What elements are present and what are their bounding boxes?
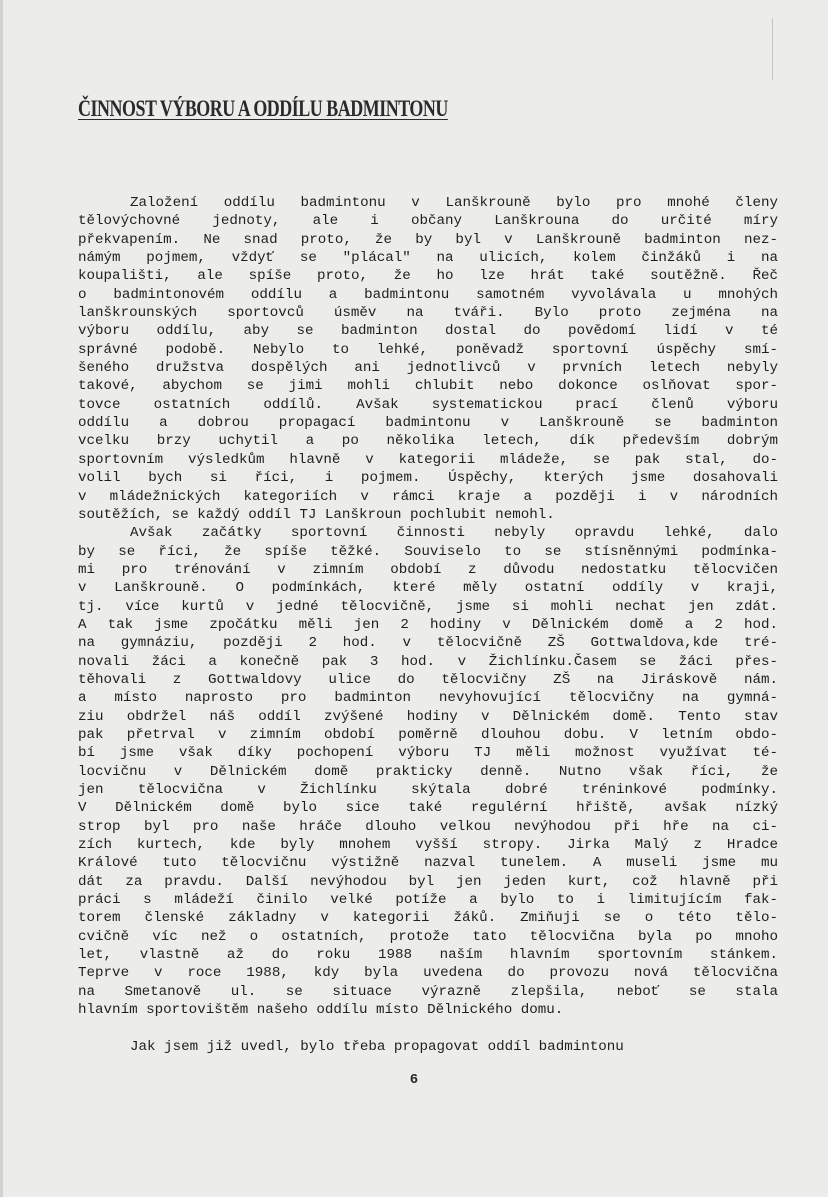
page-number: 6 <box>409 1072 419 1088</box>
text-line: dát za pravdu. Další nevýhodou byl jen jeden kurt, což hlavně při <box>78 873 778 890</box>
paragraph-gap <box>78 1019 778 1037</box>
text-line: Jak jsem již uvedl, bylo třeba propagovat oddíl badmintonu <box>130 1038 624 1055</box>
text-line: koupališti, ale spíše proto, že ho lze hrát také soutěžně. Řeč <box>78 268 778 285</box>
text-line: by se říci, že spíše těžké. Souviselo to se stísněnnými podmínka- <box>78 543 778 560</box>
text-line: v mládežnických kategoriích v rámci kraje a později i v národních <box>78 488 778 505</box>
text-line: tělovýchovné jednoty, ale i občany Lanškrouna do určité míry <box>78 213 778 230</box>
text-line: takové, abychom se jimi mohli chlubit nebo dokonce oslňovat spor- <box>78 378 778 395</box>
text-line: na gymnáziu, později 2 hod. v tělocvičně ZŠ Gottwaldova,kde tré- <box>78 635 778 652</box>
text-line: oddílu a dobrou propagací badmintonu v Lanškrouně se badminton <box>78 415 778 432</box>
scan-edge <box>0 0 3 1197</box>
scan-mark <box>772 18 773 80</box>
text-line: správné podobě. Nebylo to lehké, poněvadž sportovní úspěchy smí- <box>78 341 778 358</box>
text-line: bí jsme však díky pochopení výboru TJ měli možnost využívat té- <box>78 745 778 762</box>
text-line: tj. více kurtů v jedné tělocvičně, jsme si mohli nechat jen zdát. <box>78 598 778 615</box>
text-line: let, vlastně až do roku 1988 naším hlavním sportovním stánkem. <box>78 947 778 964</box>
text-line: A tak jsme zpočátku měli jen 2 hodiny v Dělnickém domě a 2 hod. <box>78 616 778 633</box>
text-line: volil bych si říci, i pojmem. Úspěchy, kterých jsme dosahovali <box>78 470 778 487</box>
text-line: tovce ostatních oddílů. Avšak systematickou prací členů výboru <box>78 396 778 413</box>
text-line: cvičně víc než o ostatních, protože tato tělocvična byla po mnoho <box>78 928 778 945</box>
page-title: ČINNOST VÝBORU A ODDÍLU BADMINTONU <box>78 96 448 121</box>
text-line: ziu obdržel náš oddíl zvýšené hodiny v Dělnickém domě. Tento stav <box>78 708 778 725</box>
text-line: Teprve v roce 1988, kdy byla uvedena do provozu nová tělocvična <box>78 965 778 982</box>
text-line: sportovním výsledkům hlavně v kategorii mládeže, se pak stal, do- <box>78 451 778 468</box>
text-line: šeného družstva dospělých ani jednotlivců v prvních letech nebyly <box>78 360 778 377</box>
paragraph <box>78 1038 778 1056</box>
text-line: těhovali z Gottwaldovy ulice do tělocvičny ZŠ na Jiráskově nám. <box>78 671 778 688</box>
paragraph <box>78 194 778 524</box>
text-line: výboru oddílu, aby se badminton dostal do povědomí lidí v té <box>78 323 778 340</box>
body-text <box>78 194 778 1056</box>
text-line: mi pro trénování v zimním období z důvodu nedostatku tělocvičen <box>78 561 778 578</box>
text-line: pak přetrval v zimním období poměrně dlouhou dobu. V letním obdo- <box>78 726 778 743</box>
text-line: hlavním sportovištěm našeho oddílu místo Dělnického domu. <box>78 1002 564 1019</box>
text-line: a místo naprosto pro badminton nevyhovující tělocvičny na gymná- <box>78 690 778 707</box>
text-line: vcelku brzy uchytil a po několika letech, dík především dobrým <box>78 433 778 450</box>
text-line: překvapením. Ne snad proto, že by byl v Lanškrouně badminton nez- <box>78 231 778 248</box>
text-line: práci s mládeží činilo velké potíže a bylo to i limitujícím fak- <box>78 892 778 909</box>
paragraph <box>78 524 778 1019</box>
text-line: soutěžích, se každý oddíl TJ Lanškroun pochlubit nemohl. <box>78 506 555 523</box>
text-line: na Smetanově ul. se situace výrazně zlepšila, neboť se stala <box>78 983 778 1000</box>
text-line: locvičnu v Dělnickém domě prakticky denně. Nutno však říci, že <box>78 763 778 780</box>
text-line: strop byl pro naše hráče dlouho velkou nevýhodou při hře na ci- <box>78 818 778 835</box>
text-line: novali žáci a konečně pak 3 hod. v Žichlínku.Časem se žáci přes- <box>78 653 778 670</box>
text-line: zích kurtech, kde byly mnohem vyšší stropy. Jirka Malý z Hradce <box>78 837 778 854</box>
text-line: Avšak začátky sportovní činnosti nebyly opravdu lehké, dalo <box>130 525 778 542</box>
text-line: Založení oddílu badmintonu v Lanškrouně bylo pro mnohé členy <box>130 195 778 211</box>
text-line: v Lanškrouně. O podmínkách, které měly ostatní oddíly v kraji, <box>78 580 778 597</box>
text-line: V Dělnickém domě bylo sice také regulérní hřiště, avšak nízký <box>78 800 778 817</box>
text-line: námým pojmem, vždyť se "plácal" na ulicích, kolem činžáků i na <box>78 250 778 267</box>
text-line: Králové tuto tělocvičnu výstižně nazval tunelem. A museli jsme mu <box>78 855 778 872</box>
text-line: lanškrounských sportovců úsměv na tváři. Bylo proto zejména na <box>78 305 778 322</box>
text-line: torem členské základny v kategorii žáků. Zmiňuji se o této tělo- <box>78 910 778 927</box>
text-line: o badmintonovém oddílu a badmintonu samotném vyvolávala u mnohých <box>78 286 778 303</box>
text-line: jen tělocvična v Žichlínku skýtala dobré tréninkové podmínky. <box>78 782 778 798</box>
